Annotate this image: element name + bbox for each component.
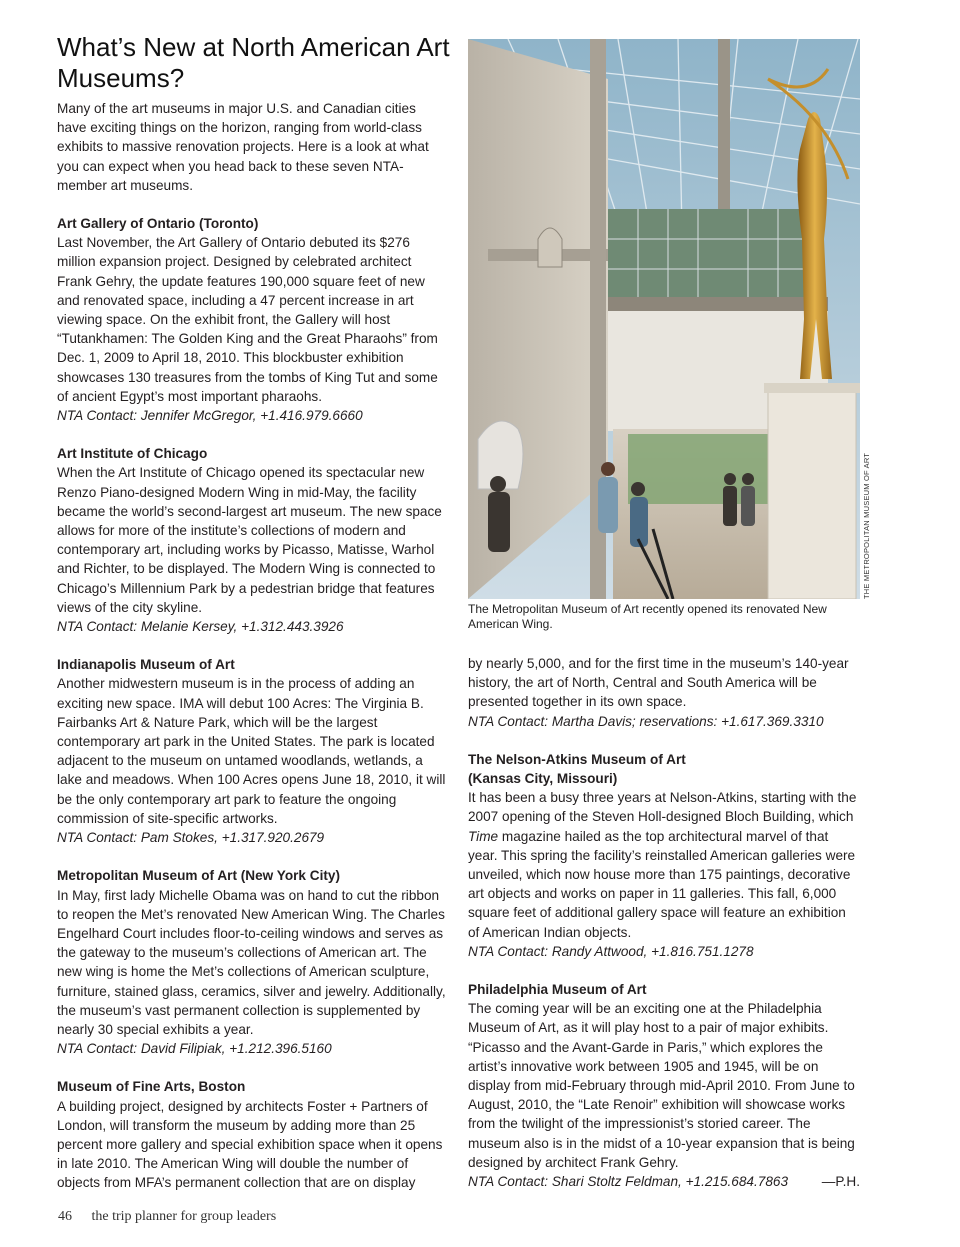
section-body-mfa-cont: by nearly 5,000, and for the first time in the museum’s 140-year history, the art of North, Central and South America will be presented together in its own space. <box>468 656 849 710</box>
contact-ima: NTA Contact: Pam Stokes, +1.317.920.2679 <box>57 830 325 846</box>
right-column <box>468 654 860 1191</box>
section-title-aic: Art Institute of Chicago <box>57 446 208 462</box>
left-column <box>57 214 449 1193</box>
page-footer <box>58 1209 276 1225</box>
contact-aic: NTA Contact: Melanie Kersey, +1.312.443.3926 <box>57 619 344 635</box>
photo-credit: THE METROPOLITAN MUSEUM OF ART <box>862 452 871 599</box>
intro-paragraph: Many of the art museums in major U.S. and Canadian cities have exciting things on the horizon, ranging from world-class exhibits to massive renovation projects. Here is a look at what you can expect when you head back to these seven NTA-member art museums. <box>57 101 429 193</box>
page-title: What’s New at North American Art Museums? <box>57 32 450 93</box>
contact-phila: NTA Contact: Shari Stoltz Feldman, +1.215.684.7863 —P.H. <box>468 1172 860 1191</box>
contact-ago: NTA Contact: Jennifer McGregor, +1.416.979.6660 <box>57 408 363 424</box>
museum-photo <box>468 39 860 599</box>
photo-caption: The Metropolitan Museum of Art recently opened its renovated New American Wing. <box>468 602 827 631</box>
contact-mfa: NTA Contact: Martha Davis; reservations: +1.617.369.3310 <box>468 713 824 729</box>
section-body-aic: When the Art Institute of Chicago opened its spectacular new Renzo Piano-designed Modern Wing in mid-May, the facility became the world’s second-largest art museum. The new space allows for more of the institute’s collections of modern and contemporary art, including works by Picasso, Matisse, Warhol and Richter, to be displayed. The Modern Wing is connected to Chicago’s Millennium Park by a pedestrian bridge that features views of the city skyline. <box>57 465 442 615</box>
section-title-ima: Indianapolis Museum of Art <box>57 657 235 673</box>
section-title-ago: Art Gallery of Ontario (Toronto) <box>57 216 259 231</box>
publication-name: the trip planner for group leaders <box>91 1209 277 1224</box>
section-body-ago: Last November, the Art Gallery of Ontario debuted its $276 million expansion project. Designed by celebrated architect Frank Gehry, the update features 190,000 square feet of new and renovated space, including a 47 percent increase in art viewing space. On the exhibit front, the Gallery will host “Tutankhamen: The Golden King and the Great Pharaohs” from Dec. 1, 2009 to April 18, 2010. This blockbuster exhibition showcases 130 treasures from the tombs of King Tut and some of ancient Egypt’s most important pharaohs. <box>57 235 438 404</box>
section-body-nelson: It has been a busy three years at Nelson-Atkins, starting with the 2007 opening of the Steven Holl-designed Bloch Building, which Time magazine hailed as the top architectural marvel of that year. This spring the facility’s reinstalled American galleries were unveiled, which now house more than 175 paintings, decorative art objects and works on paper in 11 galleries. This fall, 6,000 square feet of additional gallery space will feature an exhibition of American Indian objects. <box>468 790 857 940</box>
contact-met: NTA Contact: David Filipiak, +1.212.396.5160 <box>57 1041 332 1057</box>
section-title-met: Metropolitan Museum of Art (New York City) <box>57 868 340 884</box>
section-subtitle-nelson: (Kansas City, Missouri) <box>468 771 618 787</box>
section-body-mfa: A building project, designed by architects Foster + Partners of London, will transform the museum by adding more than 25 percent more gallery and special exhibition space when it opens in late 2010. The American Wing will double the number of objects from MFA’s permanent collection that are on display <box>57 1098 443 1191</box>
section-title-nelson: The Nelson-Atkins Museum of Art <box>468 751 686 767</box>
section-body-phila: The coming year will be an exciting one at the Philadelphia Museum of Art, as it will play host to a pair of major exhibits. “Picasso and the Avant-Garde in Paris,” which explores the artist’s innovative work between 1905 and 1945, will be on display from mid-February through mid-April 2010. From June to August, 2010, the “Late Renoir” exhibition will showcase works from the twilight of the impressionist’s storied career. The museum also is in the midst of a 10-year expansion that is being designed by architect Frank Gehry. <box>468 1001 855 1170</box>
section-title-phila: Philadelphia Museum of Art <box>468 982 647 998</box>
section-title-mfa: Museum of Fine Arts, Boston <box>57 1079 246 1095</box>
author-signature: —P.H. <box>821 1174 860 1190</box>
section-body-met: In May, first lady Michelle Obama was on hand to cut the ribbon to reopen the Met’s renovated New American Wing. The Charles Engelhard Court includes floor-to-ceiling windows and serves as the gateway to the museum’s collections of American art. The new wing is home the Met’s collections of American sculpture, furniture, stained glass, ceramics, silver and jewelry. Additionally, the museum’s vast permanent collection is supplemented by nearly 30 special exhibits a year. <box>57 887 446 1037</box>
contact-nelson: NTA Contact: Randy Attwood, +1.816.751.1278 <box>468 943 754 959</box>
section-body-ima: Another midwestern museum is in the process of adding an exciting new space. IMA will debut 100 Acres: The Virginia B. Fairbanks Art & Nature Park, which will be the largest contemporary art park in the United States. The park is located adjacent to the museum on untamed woodlands, wetlands, a lake and meadows. When 100 Acres opens June 18, 2010, it will be the only contemporary art park to feature the ongoing commission of site-specific artworks. <box>57 676 446 826</box>
page-number: 46 <box>58 1209 72 1224</box>
